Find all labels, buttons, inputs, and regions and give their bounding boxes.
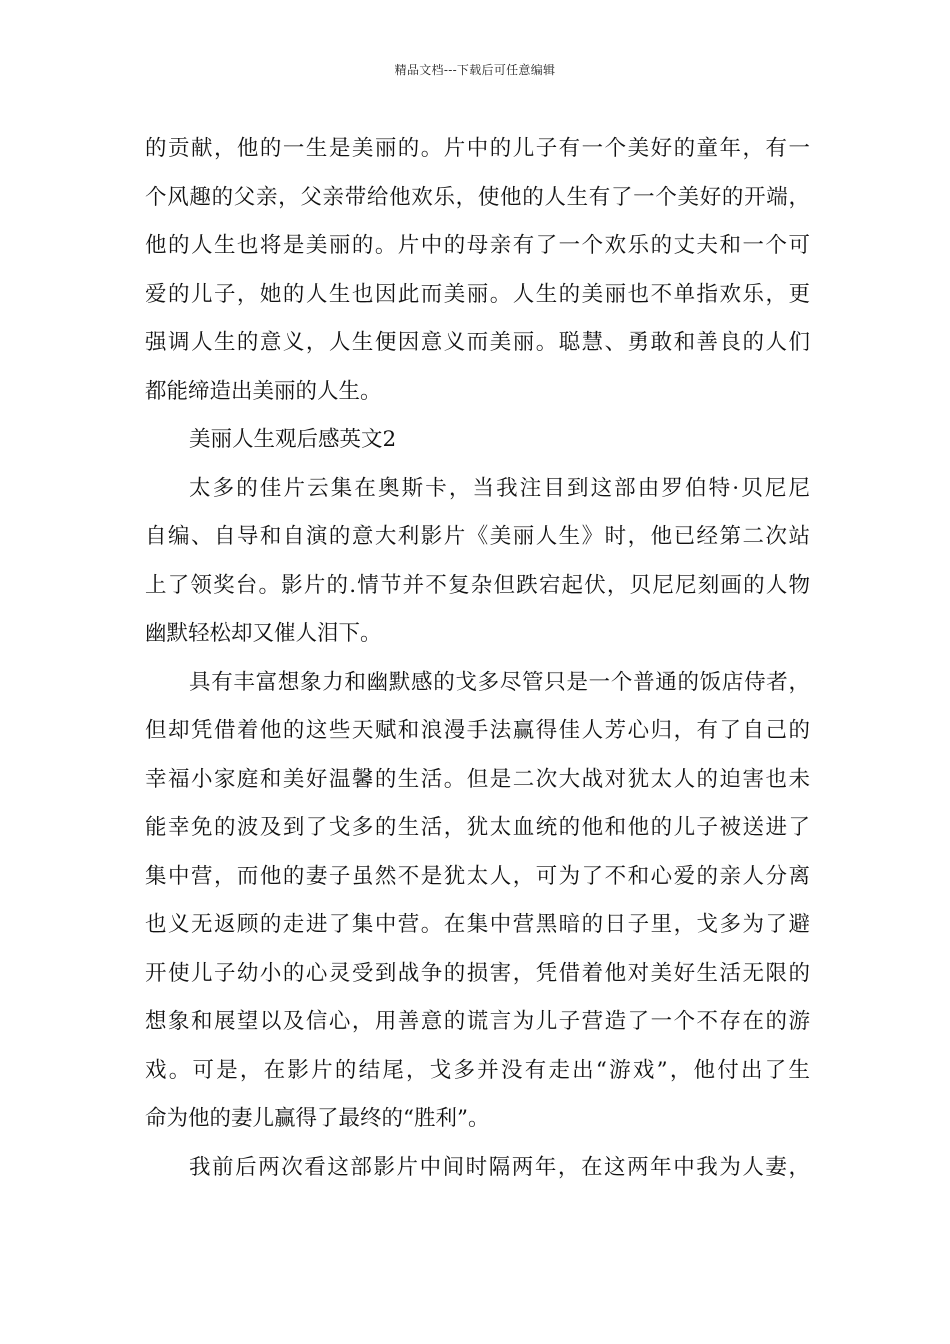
text-line: 我前后两次看这部影片中间时隔两年，在这两年中我为人妻，	[189, 1154, 810, 1180]
text-line: 命为他的妻儿赢得了最终的“胜利”。	[145, 1106, 490, 1131]
article-body	[145, 125, 810, 1192]
text-line: 他的人生也将是美丽的。片中的母亲有了一个欢乐的丈夫和一个可	[145, 233, 810, 258]
text-line: 能幸免的波及到了戈多的生活，犹太血统的他和他的儿子被送进了	[145, 815, 810, 840]
text-line: 爱的儿子，她的人生也因此而美丽。人生的美丽也不单指欢乐，更	[145, 281, 810, 307]
text-line: 个风趣的父亲，父亲带给他欢乐，使他的人生有了一个美好的开端，	[145, 184, 810, 210]
text-line: 强调人生的意义，人生便因意义而美丽。聪慧、勇敢和善良的人们	[145, 330, 810, 355]
text-line: 也义无返顾的走进了集中营。在集中营黑暗的日子里，戈多为了避	[145, 912, 810, 937]
section-heading: 美丽人生观后感英文2	[189, 427, 397, 452]
text-line: 上了领奖台。影片的.情节并不复杂但跌宕起伏，贝尼尼刻画的人物	[145, 572, 810, 598]
text-line: 但却凭借着他的这些天赋和浪漫手法赢得佳人芳心归，有了自己的	[145, 718, 810, 743]
text-line: 太多的佳片云集在奥斯卡，当我注目到这部由罗伯特·贝尼尼	[189, 475, 810, 501]
text-line: 具有丰富想象力和幽默感的戈多尽管只是一个普通的饭店侍者，	[189, 669, 810, 695]
text-line: 戏。可是，在影片的结尾，戈多并没有走出“游戏”，他付出了生	[145, 1057, 810, 1083]
text-line: 幸福小家庭和美好温馨的生活。但是二次大战对犹太人的迫害也未	[145, 766, 810, 792]
text-line: 想象和展望以及信心，用善意的谎言为儿子营造了一个不存在的游	[145, 1009, 810, 1034]
text-line: 自编、自导和自演的意大利影片《美丽人生》时，他已经第二次站	[145, 524, 810, 549]
text-line: 都能缔造出美丽的人生。	[145, 378, 382, 404]
text-line: 幽默轻松却又催人泪下。	[145, 621, 382, 646]
text-line: 集中营，而他的妻子虽然不是犹太人，可为了不和心爱的亲人分离	[145, 863, 810, 889]
text-line: 的贡献，他的一生是美丽的。片中的儿子有一个美好的童年，有一	[145, 136, 810, 161]
page-header-note: 精品文档---下载后可任意编辑	[394, 63, 556, 77]
text-line: 开使儿子幼小的心灵受到战争的损害，凭借着他对美好生活无限的	[145, 960, 810, 986]
